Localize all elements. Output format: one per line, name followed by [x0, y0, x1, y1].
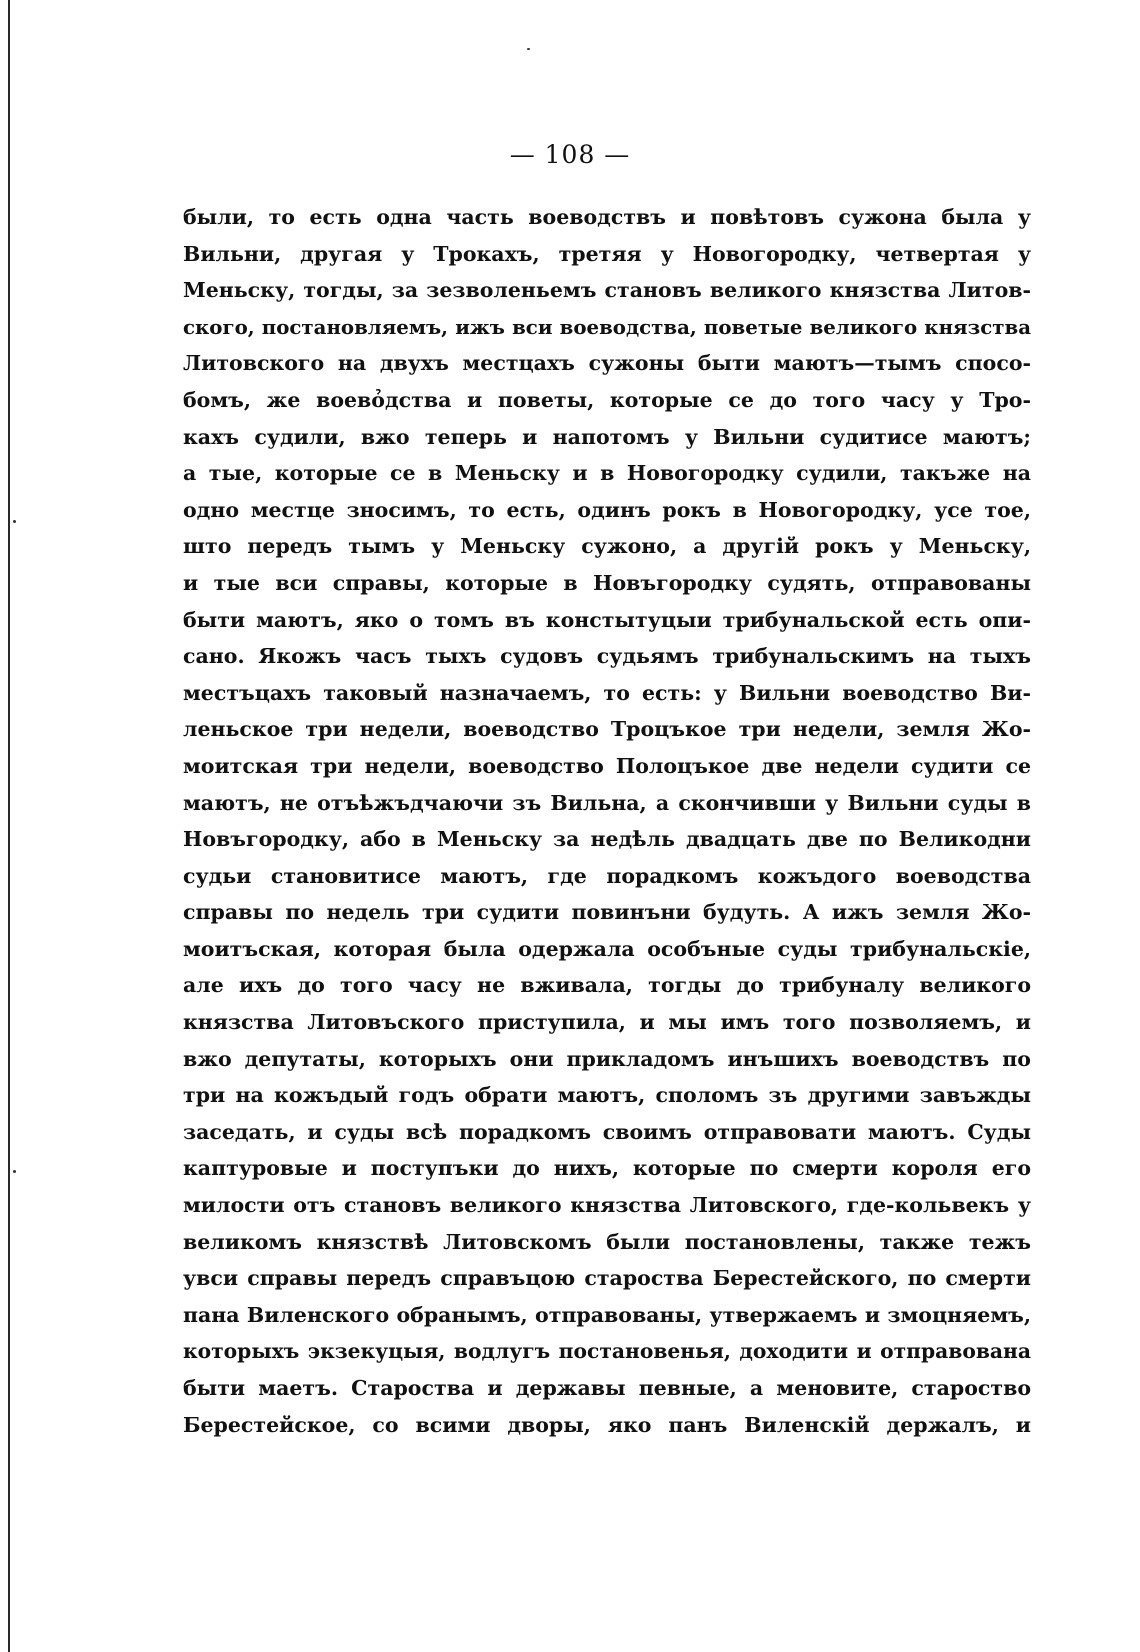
text-line: которыхъ экзекуцыя, водлугъ постановенья, доходити и отправована: [183, 1339, 1031, 1364]
text-line: Меньску, тогды, за зезволеньемъ становъ великого князства Литов-: [183, 278, 1031, 303]
text-line: Литовского на двухъ местцахъ сужоны быти маютъ—тымъ спосо-: [183, 351, 1031, 376]
text-line: пана Виленского обранымъ, отправованы, утвержаемъ и змоцняемъ,: [183, 1302, 1031, 1327]
text-line: местъцахъ таковый назначаемъ, то есть: у Вильни воеводство Ви-: [183, 680, 1031, 705]
text-line: вжо депутаты, которыхъ они прикладомъ инъшихъ воеводствъ по: [183, 1046, 1031, 1071]
text-line: три на кожъдый годъ обрати маютъ, споломъ зъ другими завъжды: [183, 1083, 1031, 1108]
text-line: и тые вси справы, которые в Новъгородку судять, отправованы: [183, 570, 1031, 595]
text-line: каптуровые и поступъки до нихъ, которые по смерти короля его: [183, 1156, 1031, 1181]
text-line: але ихъ до того часу не вживала, тогды до трибуналу великого: [183, 973, 1031, 998]
text-line: были, то есть одна часть воеводствъ и повѣтовъ сужона была у: [183, 205, 1031, 229]
text-line: што передъ тымъ у Меньску сужоно, а другій рокъ у Меньску,: [183, 534, 1031, 559]
body-text: [183, 199, 1031, 1443]
text-line: сано. Якожъ часъ тыхъ судовъ судьямъ трибунальскимъ на тыхъ: [183, 644, 1031, 669]
text-line: быти маютъ, яко о томъ въ констытуцыи трибунальской есть опи-: [183, 607, 1031, 632]
text-line: увси справы передъ справъцою староства Берестейского, по смерти: [183, 1266, 1031, 1291]
text-line: леньское три недели, воеводство Троцъкое три недели, земля Жо-: [183, 717, 1031, 742]
text-line: маютъ, не отъѣжъдчаючи зъ Вильна, а скончивши у Вильни суды в: [183, 790, 1031, 815]
text-line: моитъская, которая была одержала особъные суды трибунальскіе,: [183, 936, 1031, 961]
text-line: моитская три недели, воеводство Полоцъкое две недели судити се: [183, 753, 1031, 778]
text-line: Вильни, другая у Трокахъ, третяя у Новогородку, четвертая у: [183, 241, 1031, 266]
text-line: справы по недель три судити повинъни будуть. А ижъ земля Жо-: [183, 900, 1031, 925]
scan-speck: [13, 520, 16, 523]
page-edge: [8, 0, 10, 1652]
text-line: судьи становитисе маютъ, где порадкомъ кожъдого воеводства: [183, 863, 1031, 888]
scan-speck: [527, 48, 530, 50]
text-line: заседать, и суды всѣ порадкомъ своимъ отправовати маютъ. Суды: [183, 1119, 1031, 1144]
text-line: бомъ, же воевỏдства и поветы, которые се до того часу у Тро-: [183, 387, 1031, 412]
text-line: Берестейское, со всими дворы, яко панъ Виленскій держалъ, и: [183, 1412, 1031, 1437]
text-line: а тые, которые се в Меньску и в Новогородку судили, такъже на: [183, 461, 1031, 486]
scan-speck: [13, 1170, 16, 1173]
text-line: быти маетъ. Староства и державы певные, а меновите, староство: [183, 1376, 1031, 1400]
text-line: милости отъ становъ великого князства Литовского, где-кольвекъ у: [183, 1193, 1031, 1218]
page-number: — 108 —: [509, 140, 631, 169]
text-line: князства Литовъского приступила, и мы имъ того позволяемъ, и: [183, 1010, 1031, 1035]
text-line: ского, постановляемъ, ижъ вси воеводства, поветые великого князства: [183, 314, 1031, 339]
text-line: великомъ князствѣ Литовскомъ были постановлены, также тежъ: [183, 1229, 1031, 1254]
text-line: Новъгородку, або в Меньску за недѣль двадцать две по Великодни: [183, 827, 1031, 852]
text-line: кахъ судили, вжо теперь и напотомъ у Вильни судитисе маютъ;: [183, 424, 1031, 449]
text-line: одно местце зносимъ, то есть, одинъ рокъ в Новогородку, усе тое,: [183, 497, 1031, 522]
